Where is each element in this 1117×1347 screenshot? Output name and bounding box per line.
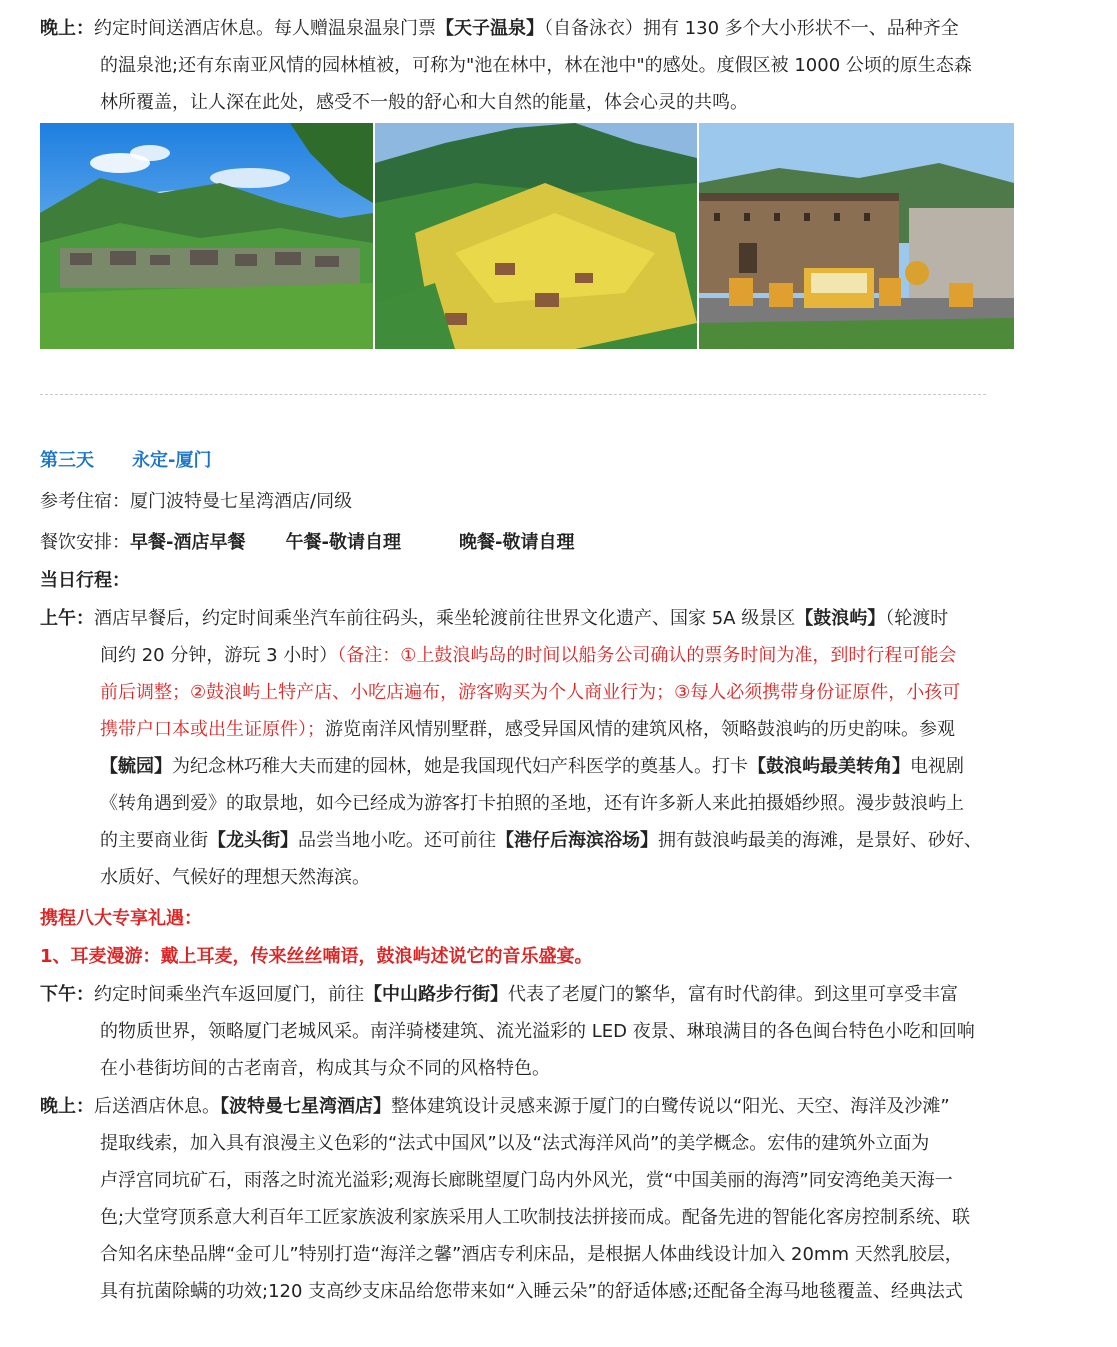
perk-item-1: 1、耳麦漫游：戴上耳麦，传来丝丝喃语，鼓浪屿述说它的音乐盛宴。 xyxy=(40,946,593,967)
photo-strip xyxy=(40,123,1014,349)
dinner: 晚餐-敬请自理 xyxy=(458,532,575,553)
perks-title: 携程八大专享礼遇： xyxy=(40,908,202,929)
hot-spring-name: 【天子温泉】 xyxy=(436,18,544,39)
day-number: 第三天 xyxy=(40,450,94,471)
breakfast: 早餐-酒店早餐 xyxy=(130,532,246,553)
afternoon-label: 下午： xyxy=(40,984,94,1005)
section-divider xyxy=(40,394,986,395)
itinerary-title: 当日行程： xyxy=(40,570,130,591)
evening-section-top: 晚上：约定时间送酒店休息。每人赠温泉温泉门票【天子温泉】（自备泳衣）拥有 130 多个大小形状不一、品种齐全 的温泉池;还有东南亚风情的园林植被，可称为"池在林中，林在池中"的感处。度假区被 1000 公顷的原生态森 林所覆盖，让人深在此处，感受不一般的舒心和大自然的能量，体会心灵的共鸣。 xyxy=(40,18,972,113)
lodging-line: 参考住宿：厦门波特曼七星湾酒店/同级 xyxy=(40,491,353,512)
meals-line: 餐饮安排：早餐-酒店早餐 午餐-敬请自理 晚餐-敬请自理 xyxy=(40,532,575,553)
terraced-rice-fields-photo xyxy=(375,123,697,349)
evening-label: 晚上： xyxy=(40,18,94,39)
morning-section: 上午：酒店早餐后，约定时间乘坐汽车前往码头，乘坐轮渡前往世界文化遗产、国家 5A 级景区【鼓浪屿】（轮渡时 间约 20 分钟，游玩 3 小时）（备注：①上鼓浪屿岛的时间以船务公司确认的票务时间为准，到时行程可能会 前后调整；②鼓浪屿上特产店、小吃店遍布，游客购买为个人商业行为；③每人必须携带身份证原件，小孩可 携带户口本或出生证原件）；游览南洋风情别墅群，感受异国风情的建筑风格，领略鼓浪屿的历史韵味。参观 【毓园】为纪念林巧稚大夫而建的园林，她是我国现代妇产科医学的奠基人。打卡【鼓浪屿最美转角】电视剧 《转角遇到爱》的取景地，如今已经成为游客打卡拍照的圣地，还有许多新人来此拍摄婚纱照。漫步鼓浪屿上 的主要商业街【龙头街】品尝当地小吃。还可前往【港仔后海滨浴场】拥有鼓浪屿最美的海滩，是景好、砂好、 水质好、气候好的理想天然海滨。 xyxy=(40,608,982,888)
afternoon-section: 下午：约定时间乘坐汽车返回厦门，前往【中山路步行街】代表了老厦门的繁华，富有时代韵律。到这里可享受丰富 的物质世界，领略厦门老城风采。南洋骑楼建筑、流光溢彩的 LED 夜景、琳琅满目的各色闽台特色小吃和回响 在小巷街坊间的古老南音，构成其与众不同的风格特色。 xyxy=(40,984,975,1079)
mountain-village-photo xyxy=(40,123,373,349)
day3-header xyxy=(40,442,1060,479)
evening-section-bottom: 晚上：后送酒店休息。【波特曼七星湾酒店】整体建筑设计灵感来源于厦门的白鹭传说以“阳光、天空、海洋及沙滩” 提取线索，加入具有浪漫主义色彩的“法式中国风”以及“法式海洋风尚”的美学概念。宏伟的建筑外立面为 卢浮宫同坑矿石，雨落之时流光溢彩;观海长廊眺望厦门岛内外风光，赏“中国美丽的海湾”同安湾绝美天海一 色;大堂穹顶系意大利百年工匠家族波利家族采用人工吹制技法拼接而成。配备先进的智能化客房控制系统、联 合知名床垫品牌“金可儿”特别打造“海洋之馨”酒店专利床品，是根据人体曲线设计加入 20mm 天然乳胶层， 具有抗菌除螨的功效;120 支高纱支床品给您带来如“入睡云朵”的舒适体感;还配备全海马地毯覆盖、经典法式 xyxy=(40,1096,971,1302)
morning-label: 上午： xyxy=(40,608,94,629)
evening-label: 晚上： xyxy=(40,1096,94,1117)
tulou-building-photo xyxy=(699,123,1014,349)
day-route: 永定-厦门 xyxy=(132,450,212,471)
lunch: 午餐-敬请自理 xyxy=(285,532,401,553)
